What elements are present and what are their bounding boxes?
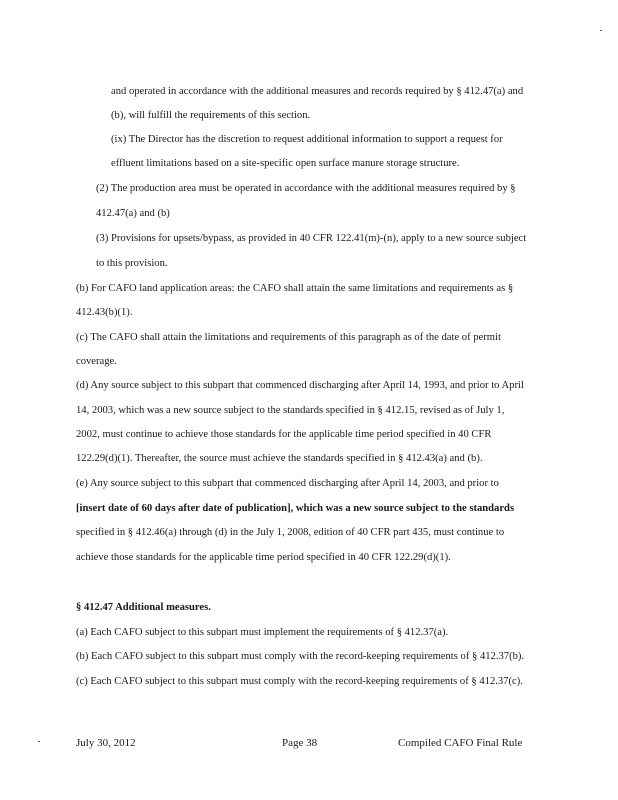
body-line: [insert date of 60 days after date of publication], which was a new source subject to the standards bbox=[76, 503, 515, 514]
body-line: (e) Any source subject to this subpart that commenced discharging after April 14, 2003, and prior to bbox=[76, 478, 499, 489]
scan-speck bbox=[600, 30, 602, 31]
body-line: 412.47(a) and (b) bbox=[96, 208, 170, 219]
section-line: (a) Each CAFO subject to this subpart must implement the requirements of § 412.37(a). bbox=[76, 627, 449, 638]
body-line: effluent limitations based on a site-specific open surface manure storage structure. bbox=[111, 158, 460, 169]
body-line: specified in § 412.46(a) through (d) in the July 1, 2008, edition of 40 CFR part 435, must continue to bbox=[76, 527, 505, 538]
body-line: 14, 2003, which was a new source subject to the standards specified in § 412.15, revised as of July 1, bbox=[76, 405, 505, 416]
body-line: (b), will fulfill the requirements of this section. bbox=[111, 110, 311, 121]
section-line: (c) Each CAFO subject to this subpart must comply with the record-keeping requirements of § 412.37(c). bbox=[76, 676, 523, 687]
body-line: (d) Any source subject to this subpart that commenced discharging after April 14, 1993, and prior to April bbox=[76, 380, 524, 391]
body-line: 2002, must continue to achieve those standards for the applicable time period specified in 40 CFR bbox=[76, 429, 492, 440]
section-heading: § 412.47 Additional measures. bbox=[76, 602, 211, 613]
footer-date: July 30, 2012 bbox=[76, 737, 136, 749]
body-line: achieve those standards for the applicable time period specified in 40 CFR 122.29(d)(1). bbox=[76, 552, 451, 563]
body-line: (c) The CAFO shall attain the limitations and requirements of this paragraph as of the date of permit bbox=[76, 332, 501, 343]
scan-speck bbox=[38, 741, 40, 742]
footer-page: Page 38 bbox=[282, 737, 318, 749]
body-line: 412.43(b)(1). bbox=[76, 307, 133, 318]
body-line: (b) For CAFO land application areas: the CAFO shall attain the same limitations and requirements as § bbox=[76, 283, 514, 294]
footer-title: Compiled CAFO Final Rule bbox=[398, 737, 523, 749]
body-line: 122.29(d)(1). Thereafter, the source must achieve the standards specified in § 412.43(a) and (b). bbox=[76, 453, 483, 464]
body-line: (ix) The Director has the discretion to request additional information to support a request for bbox=[111, 134, 503, 145]
body-line: to this provision. bbox=[96, 258, 168, 269]
body-line: (3) Provisions for upsets/bypass, as provided in 40 CFR 122.41(m)-(n), apply to a new source subject bbox=[96, 233, 527, 244]
body-line: (2) The production area must be operated in accordance with the additional measures required by § bbox=[96, 183, 516, 194]
body-line: coverage. bbox=[76, 356, 117, 367]
section-line: (b) Each CAFO subject to this subpart must comply with the record-keeping requirements of § 412.37(b). bbox=[76, 651, 525, 662]
body-line: and operated in accordance with the additional measures and records required by § 412.47(a) and bbox=[111, 86, 524, 97]
